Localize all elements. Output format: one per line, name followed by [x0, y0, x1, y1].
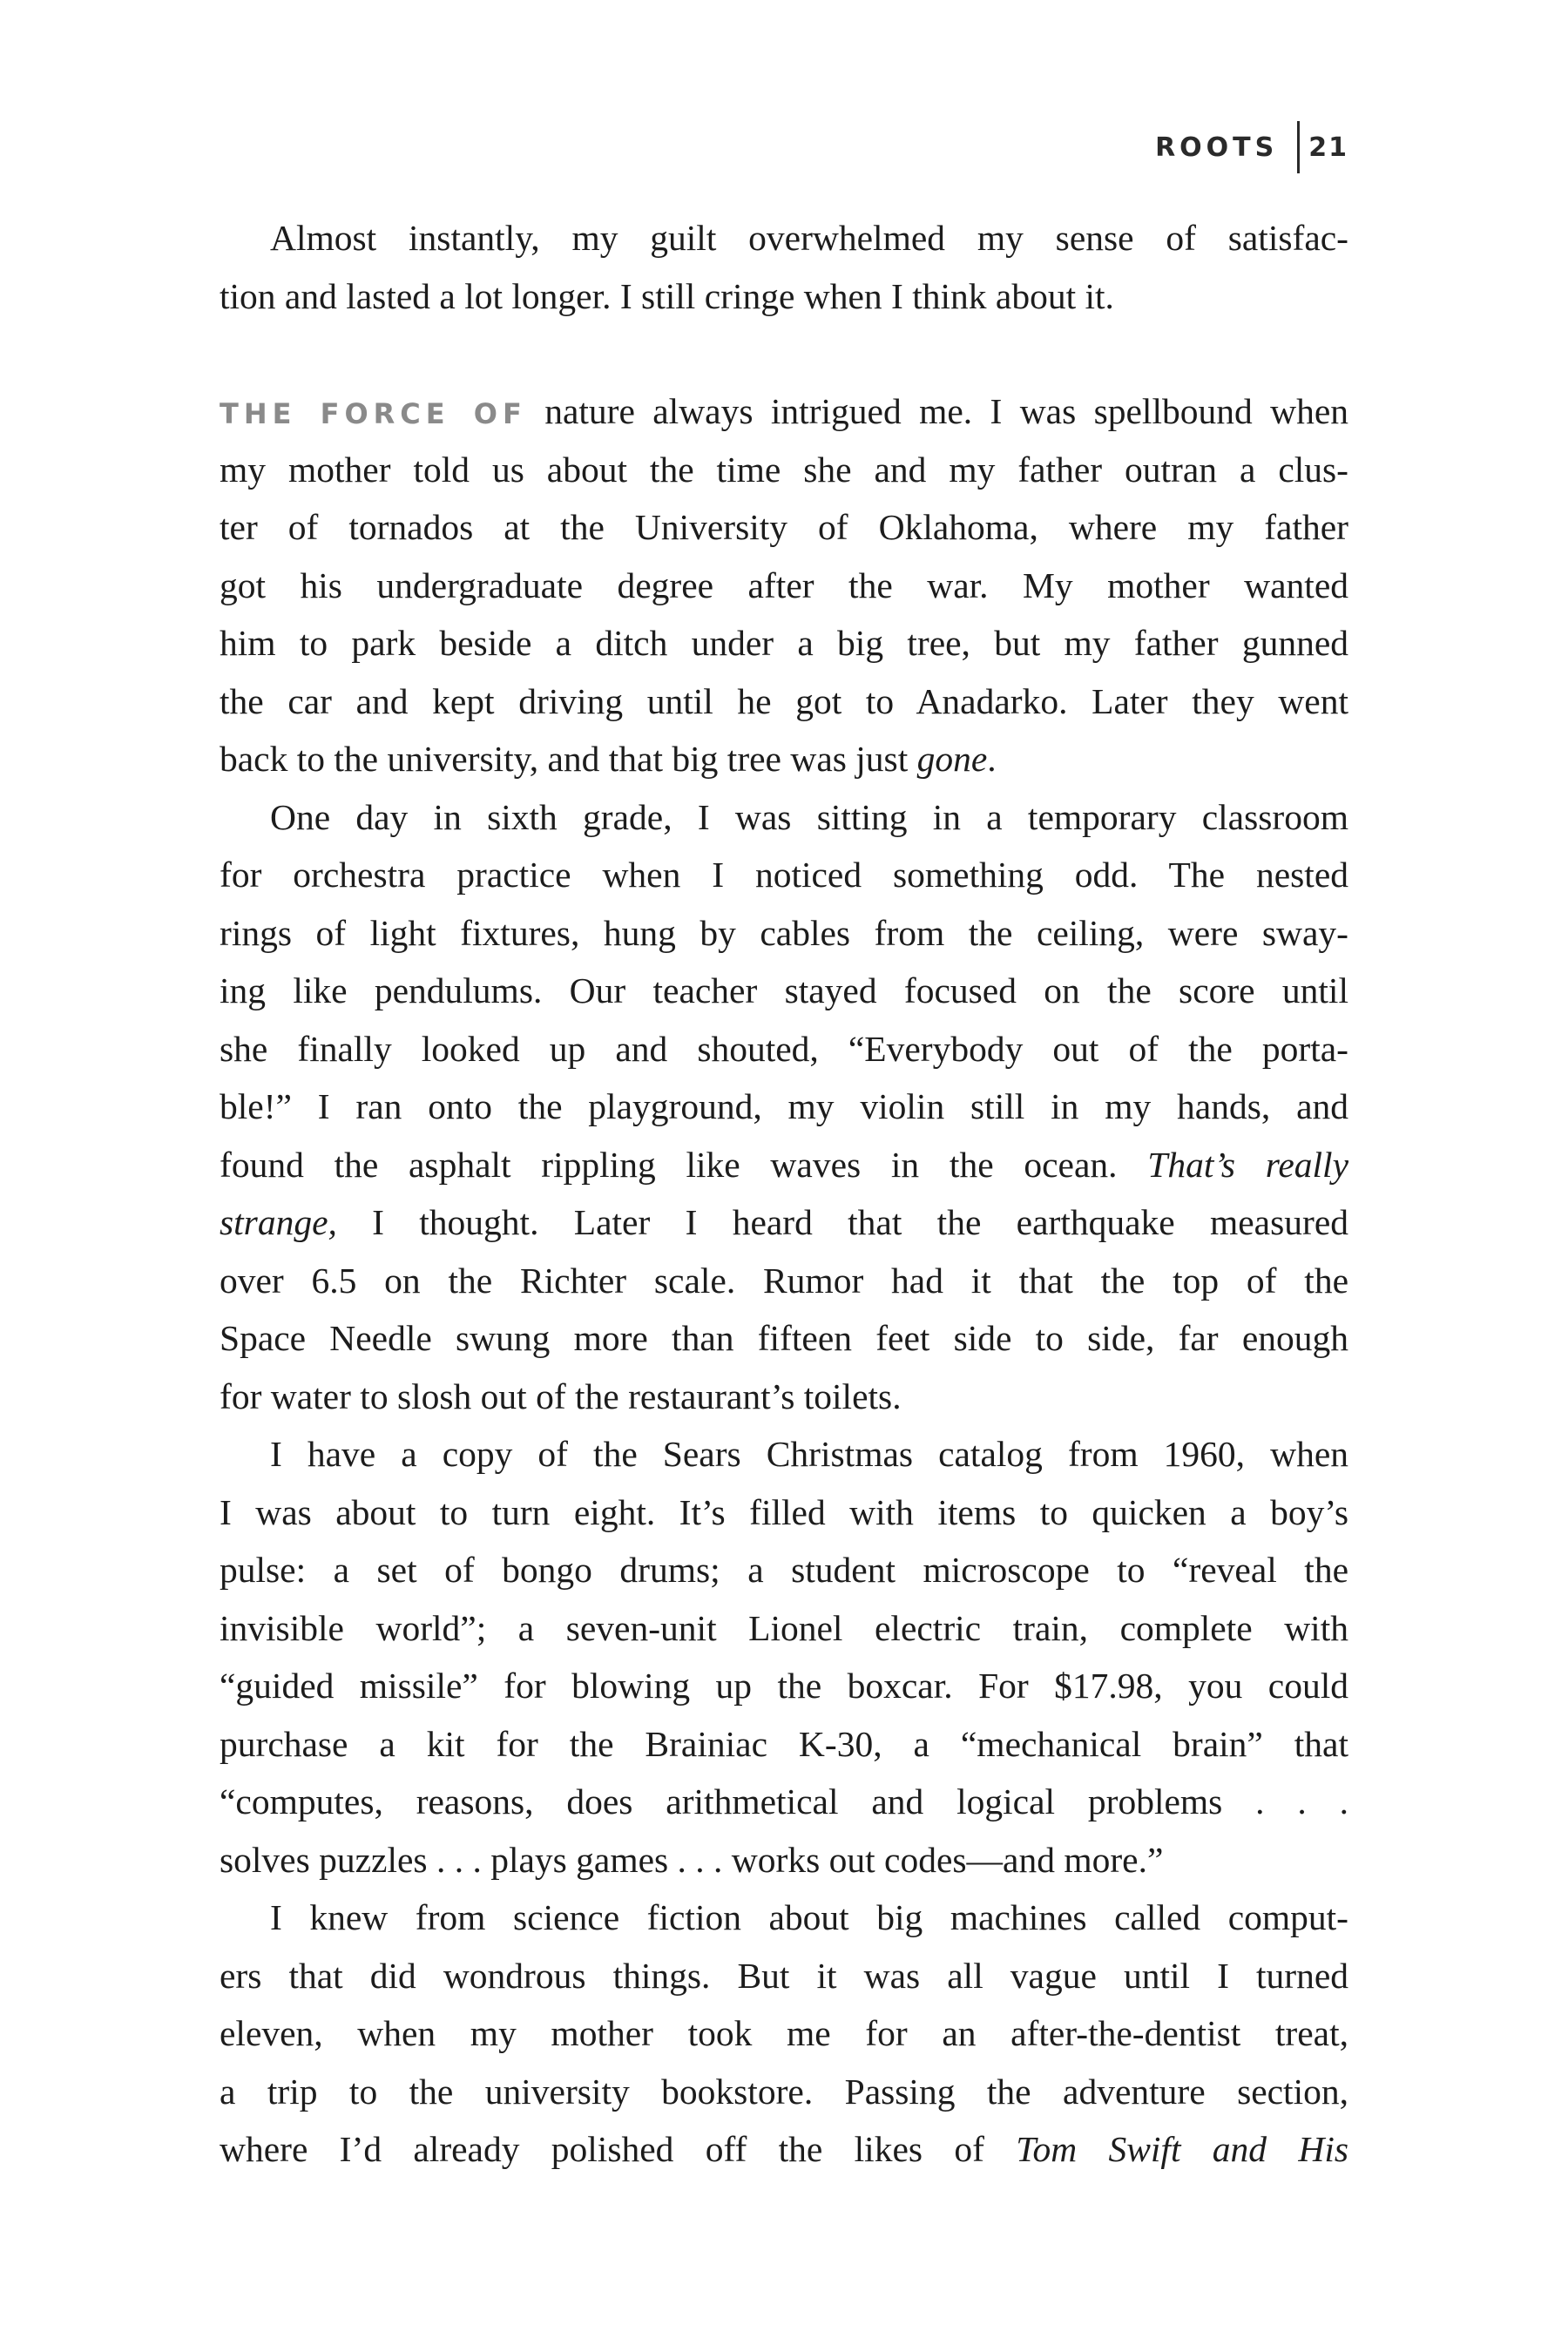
italic-text: gone — [916, 739, 988, 779]
text-line: One day in sixth grade, I was sitting in a temporary classroom — [270, 796, 1348, 837]
paragraph-4 — [220, 1425, 1348, 1889]
text-line: she finally looked up and shouted, “Everybody out of the porta- — [220, 1028, 1348, 1069]
text-line: tion and lasted a lot longer. I still cringe when I think about it. — [220, 275, 1114, 316]
page-number: 21 — [1308, 132, 1348, 163]
text-line: I knew from science fiction about big machines called comput- — [270, 1897, 1348, 1937]
text-line — [220, 2120, 1348, 2179]
text-line: solves puzzles . . . plays games . . . works out codes—and more.” — [220, 1839, 1164, 1880]
text-line: I was about to turn eight. It’s filled with items to quicken a boy’s — [220, 1491, 1348, 1532]
text-line: my mother told us about the time she and my father outran a clus- — [220, 449, 1348, 490]
paragraph-2 — [220, 382, 1348, 788]
section-lead-in: THE FORCE OF — [220, 397, 527, 430]
text-line: got his undergraduate degree after the war. My mother wanted — [220, 564, 1348, 605]
text-line: a trip to the university bookstore. Passing the adventure section, — [220, 2071, 1348, 2112]
paragraph-5 — [220, 1889, 1348, 2179]
text-line: Almost instantly, my guilt overwhelmed my sense of satisfac- — [270, 218, 1348, 258]
text-line: ter of tornados at the University of Oklahoma, where my father — [220, 507, 1348, 547]
text-line: Space Needle swung more than fifteen feet side to side, far enough — [220, 1318, 1348, 1358]
page-header — [1155, 120, 1348, 174]
italic-text: That’s really — [1147, 1144, 1348, 1185]
text-line: purchase a kit for the Brainiac K-30, a “mechanical brain” that — [220, 1723, 1348, 1764]
text-span: found the asphalt rippling like waves in the ocean. — [220, 1144, 1148, 1185]
paragraph-1 — [220, 209, 1348, 325]
text-line: ing like pendulums. Our teacher stayed focused on the score until — [220, 970, 1348, 1010]
body-text — [220, 209, 1348, 2179]
text-line — [220, 382, 1348, 441]
text-line: for water to slosh out of the restaurant’s toilets. — [220, 1375, 902, 1416]
text-line: for orchestra practice when I noticed something odd. The nested — [220, 855, 1348, 895]
text-span: I thought. Later I heard that the earthquake measured — [336, 1202, 1348, 1242]
paragraph-3 — [220, 788, 1348, 1426]
text-line: him to park beside a ditch under a big tree, but my father gunned — [220, 623, 1348, 663]
text-line: the car and kept driving until he got to Anadarko. Later they went — [220, 680, 1348, 721]
text-line: eleven, when my mother took me for an after-the-dentist treat, — [220, 2013, 1348, 2053]
text-line: ble!” I ran onto the playground, my violin still in my hands, and — [220, 1086, 1348, 1126]
running-head: ROOTS — [1155, 132, 1279, 163]
text-line — [220, 730, 1348, 788]
section-break — [220, 325, 1348, 382]
text-line: invisible world”; a seven-unit Lionel electric train, complete with — [220, 1607, 1348, 1648]
italic-text: Tom Swift and His — [1016, 2129, 1348, 2169]
text-line: “computes, reasons, does arithmetical and logical problems . . . — [220, 1781, 1348, 1821]
text-line: “guided missile” for blowing up the boxcar. For $17.98, you could — [220, 1666, 1348, 1706]
text-line: rings of light fixtures, hung by cables from the ceiling, were sway- — [220, 912, 1348, 953]
italic-text: strange, — [220, 1202, 337, 1242]
header-divider — [1297, 121, 1300, 173]
text-line — [220, 1136, 1348, 1194]
text-span: . — [987, 739, 997, 779]
text-line: pulse: a set of bongo drums; a student microscope to “reveal the — [220, 1550, 1348, 1590]
text-line: I have a copy of the Sears Christmas catalog from 1960, when — [270, 1434, 1348, 1474]
text-span: back to the university, and that big tree was just — [220, 739, 917, 779]
text-line: over 6.5 on the Richter scale. Rumor had it that the top of the — [220, 1260, 1348, 1301]
text-line — [220, 1193, 1348, 1252]
text-line: ers that did wondrous things. But it was all vague until I turned — [220, 1955, 1348, 1996]
text-span: where I’d already polished off the likes of — [220, 2129, 1017, 2169]
text-span: nature always intrigued me. I was spellbound when — [526, 391, 1348, 431]
